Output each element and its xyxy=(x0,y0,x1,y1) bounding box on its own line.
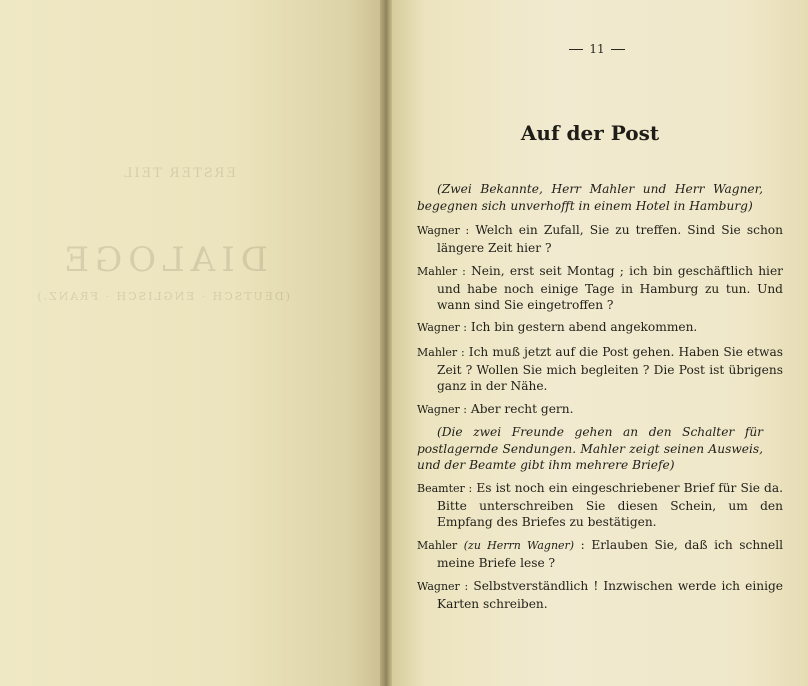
dialogue-line xyxy=(417,537,783,571)
speaker-label: Wagner : xyxy=(417,580,469,593)
speaker-label: Wagner : xyxy=(417,403,468,416)
right-page xyxy=(392,0,808,686)
dialogue-text: Es ist noch ein eingeschriebener Brief für Sie da. Bitte unterschreiben Sie diesen Schein, um den Empfang des Briefes zu bestätigen. xyxy=(437,481,784,529)
dialogue-line xyxy=(417,344,783,395)
speaker-label: Mahler : xyxy=(417,346,465,359)
stage-direction: (Die zwei Freunde gehen an den Schalter für postlagernde Sendungen. Mahler zeigt seinen Ausweis, und der Beamte gibt ihm mehrere Briefe) xyxy=(417,425,763,472)
dialogue-line xyxy=(417,222,783,256)
dialogue-line xyxy=(417,263,783,314)
page-number: 11 xyxy=(557,42,637,56)
dialogue-line xyxy=(417,578,783,612)
dialogue-text: Selbstverständlich ! Inzwischen werde ich einige Karten schreiben. xyxy=(437,579,783,611)
dash-left xyxy=(569,49,583,50)
speaker-label: Mahler : xyxy=(417,265,466,278)
stage-cue: (zu Herrn Wagner) xyxy=(463,539,575,552)
dialogue-text: Aber recht gern. xyxy=(470,402,574,416)
stage-direction: (Zwei Bekannte, Herr Mahler und Herr Wagner, begegnen sich unverhofft in einem Hotel in Hamburg) xyxy=(417,182,763,213)
dialogue-text: : Erlauben Sie, daß ich schnell meine Briefe lese ? xyxy=(437,538,784,570)
speaker-label: Wagner : xyxy=(417,224,470,237)
dialogue-line xyxy=(417,480,783,531)
speaker-label: Mahler xyxy=(417,539,458,552)
dialogue-text: Welch ein Zufall, Sie zu treffen. Sind Sie schon längere Zeit hier ? xyxy=(437,223,783,255)
dialogue-text: Ich muß jetzt auf die Post gehen. Haben Sie etwas Zeit ? Wollen Sie mich begleiten ? Die Post ist übrigens ganz in der Nähe. xyxy=(437,345,783,393)
left-page-bleed-through: ERSTER TEIL DIALOGE (DEUTSCH · ENGLISCH · FRANZ.) xyxy=(35,166,290,303)
dialogue-text: Ich bin gestern abend angekommen. xyxy=(470,320,698,334)
dialogue-line xyxy=(417,319,783,337)
page-title: Auf der Post xyxy=(520,121,660,145)
dialogue-text: Nein, erst seit Montag ; ich bin geschäftlich hier und habe noch einige Tage in Hamburg zu tun. Und wann sind Sie eingetroffen ? xyxy=(437,264,783,312)
speaker-label: Wagner : xyxy=(417,321,468,334)
dialogue-line xyxy=(417,401,783,419)
dash-right xyxy=(611,49,625,50)
left-page xyxy=(0,0,386,686)
speaker-label: Beamter : xyxy=(417,482,473,495)
